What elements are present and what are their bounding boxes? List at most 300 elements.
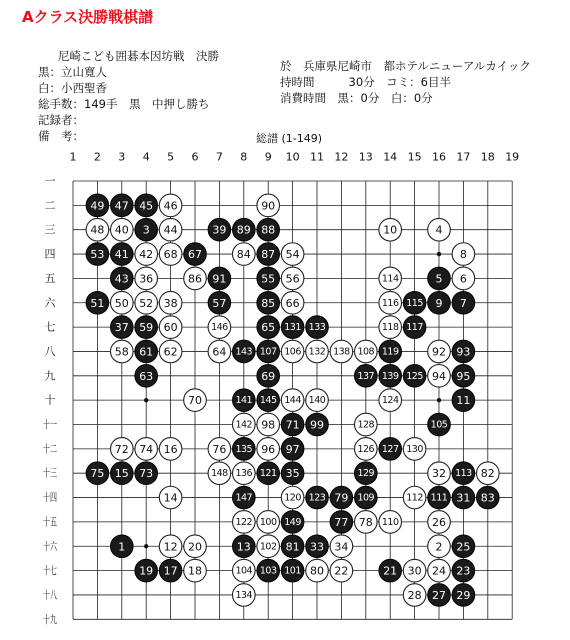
move-number: 82 [480,467,495,481]
row-label: 十九 [43,612,65,626]
move-number: 118 [381,322,399,334]
move-number: 69 [261,369,276,383]
move-number: 126 [357,443,375,455]
black-stone [135,316,158,339]
move-number: 145 [259,395,277,407]
column-label: 9 [264,150,272,164]
move-number: 39 [212,223,227,237]
black-label: 黒： [38,65,61,79]
column-label: 11 [310,150,324,164]
move-number: 117 [406,322,423,334]
move-number: 75 [90,467,105,481]
move-number: 95 [456,369,471,383]
move-number: 133 [308,322,326,334]
white-stone [184,389,207,412]
move-number: 7 [459,296,467,310]
move-number: 3 [142,223,150,237]
black-stone [403,291,426,314]
row-label: 九 [44,369,56,383]
white-stone [208,316,231,339]
star-point [144,398,148,402]
move-number: 25 [456,540,471,554]
board-caption: 総譜 (1-149) [256,132,323,145]
white-stone [379,267,402,290]
move-number: 29 [456,588,471,602]
column-label: 13 [358,150,373,164]
move-number: 119 [381,346,399,358]
move-number: 8 [459,248,467,262]
white-stone [477,462,500,485]
move-number: 47 [114,199,129,213]
move-number: 106 [284,346,301,358]
move-number: 38 [163,296,178,310]
black-stone [452,389,475,412]
move-number: 86 [188,272,202,286]
row-label: 十七 [43,564,65,578]
move-number: 68 [163,248,178,262]
move-number: 147 [235,492,253,504]
move-number: 48 [90,223,105,237]
white-stone [257,511,280,534]
row-label: 十四 [43,491,65,505]
move-number: 42 [139,248,154,262]
black-stone [452,462,475,485]
move-number: 62 [163,345,178,359]
move-number: 54 [285,248,300,262]
row-label: 十一 [43,418,65,431]
column-label: 7 [215,150,223,164]
white-stone [403,559,426,582]
move-number: 89 [236,223,251,237]
move-number: 105 [430,419,448,431]
white-name: 小西聖香 [61,81,107,95]
move-number: 71 [285,418,300,432]
white-stone [403,584,426,607]
move-number: 51 [90,296,105,310]
black-stone [477,486,500,509]
black-stone [111,267,134,290]
row-label: 十八 [43,588,65,602]
black-stone [233,389,256,412]
black-stone [257,340,280,363]
move-number: 141 [235,395,253,407]
white-stone [159,218,182,241]
game-result: 黒 中押し勝ち [128,97,210,111]
white-stone [281,340,304,363]
move-number: 10 [383,223,398,237]
move-number: 34 [334,540,349,554]
move-number: 98 [261,418,276,432]
move-number: 70 [188,394,202,408]
move-number: 76 [212,442,227,456]
black-stone [86,243,109,266]
white-stone [233,559,256,582]
move-number: 53 [90,248,105,262]
white-stone [208,462,231,485]
black-stone [452,559,475,582]
move-number: 15 [114,467,129,481]
black-stone [379,438,402,461]
white-stone [379,291,402,314]
black-stone [135,559,158,582]
move-number: 91 [212,272,227,286]
white-stone [428,462,451,485]
white-stone [257,413,280,436]
move-number: 65 [261,321,276,335]
white-stone [428,535,451,558]
move-number: 81 [285,540,300,554]
move-number: 20 [188,540,202,554]
white-stone [379,316,402,339]
white-label: 白： [38,81,61,95]
black-stone [208,267,231,290]
notes-label: 備 考： [38,129,84,143]
white-stone [135,243,158,266]
black-stone [281,462,304,485]
move-number: 129 [357,468,375,480]
black-stone [208,291,231,314]
white-stone [159,291,182,314]
black-stone [403,365,426,388]
row-label: 十五 [43,515,65,529]
venue-label: 於 [280,59,292,73]
black-stone [281,438,304,461]
white-stone [135,291,158,314]
black-stone [135,194,158,217]
komi-value: 6目半 [420,75,451,89]
page-title: Aクラス決勝戦棋譜 [22,8,154,26]
row-label: 十六 [43,539,65,553]
move-number: 2 [435,540,443,554]
black-stone [281,316,304,339]
white-stone [86,218,109,241]
move-number: 14 [163,491,178,505]
consumed-white: 白：0分 [390,91,433,105]
move-number: 101 [284,565,301,577]
column-label: 19 [505,150,520,164]
time-value: 30分 [348,75,375,89]
move-number: 124 [381,395,399,407]
black-stone [233,438,256,461]
row-labels [43,174,65,626]
black-stone [306,413,329,436]
move-number: 92 [432,345,446,359]
move-number: 73 [139,467,154,481]
move-number: 100 [259,516,277,528]
white-stone [111,340,134,363]
move-number: 21 [383,564,398,578]
black-stone [257,365,280,388]
move-number: 90 [261,199,276,213]
white-stone [111,438,134,461]
black-stone [86,194,109,217]
white-stone [428,218,451,241]
black-stone [452,584,475,607]
white-stone [428,559,451,582]
move-number: 94 [432,369,446,383]
black-stone [233,535,256,558]
move-number: 9 [435,296,443,310]
white-stone [257,194,280,217]
move-number: 88 [261,223,276,237]
white-stone [428,511,451,534]
move-number: 12 [163,540,178,554]
move-number: 134 [235,589,253,601]
white-stone [403,438,426,461]
move-number: 149 [284,516,301,528]
black-stone [281,413,304,436]
move-number: 131 [284,322,301,334]
move-number: 37 [114,321,129,335]
move-number: 58 [114,345,129,359]
move-number: 35 [285,467,300,481]
white-stone [403,486,426,509]
black-stone [379,365,402,388]
white-stone [306,389,329,412]
move-number: 59 [139,321,154,335]
move-number: 140 [308,395,326,407]
move-number: 31 [456,491,471,505]
move-number: 99 [310,418,324,432]
move-number: 137 [357,370,375,382]
star-point [437,398,441,402]
white-stone [159,486,182,509]
move-number: 16 [163,442,178,456]
white-stone [111,291,134,314]
move-number: 44 [163,223,178,237]
white-stone [159,243,182,266]
move-number: 50 [114,296,129,310]
black-stone [257,559,280,582]
white-stone [281,243,304,266]
black-stone [355,486,378,509]
white-stone [135,438,158,461]
move-number: 23 [456,564,471,578]
move-number: 144 [284,395,301,407]
move-number: 127 [381,443,399,455]
move-number: 52 [139,296,154,310]
black-stone [257,389,280,412]
black-stone [159,559,182,582]
column-label: 15 [407,150,422,164]
white-stone [159,194,182,217]
white-stone [233,511,256,534]
black-stone [428,486,451,509]
move-number: 112 [406,492,423,504]
column-label: 3 [118,150,126,164]
white-stone [281,486,304,509]
move-number: 30 [407,564,422,578]
column-label: 4 [142,150,150,164]
black-stone [306,316,329,339]
white-stone [159,535,182,558]
white-stone [233,243,256,266]
move-number: 146 [211,322,228,334]
move-number: 123 [308,492,326,504]
move-number: 56 [285,272,300,286]
move-number: 102 [259,541,277,553]
move-number: 85 [261,296,276,310]
move-number: 122 [235,516,253,528]
move-number: 136 [235,468,253,480]
white-stone [208,438,231,461]
move-number: 57 [212,296,227,310]
move-number: 28 [407,588,422,602]
white-stone [452,243,475,266]
recorder-label: 記録者： [38,113,84,127]
move-number: 104 [235,565,253,577]
black-stone [428,413,451,436]
move-number: 114 [381,273,399,285]
white-stone [281,291,304,314]
consumed-black: 黒：0分 [337,91,380,105]
move-number: 22 [334,564,349,578]
white-stone [330,535,353,558]
move-number: 78 [358,515,373,529]
move-number: 120 [284,492,301,504]
move-number: 130 [406,443,423,455]
white-stone [306,340,329,363]
black-stone [135,340,158,363]
row-label: 七 [44,320,56,334]
row-label: 六 [44,296,56,310]
move-number: 87 [261,248,276,262]
move-number: 139 [381,370,399,382]
move-number: 138 [333,346,350,358]
white-stone [159,316,182,339]
move-number: 64 [212,345,227,359]
move-number: 84 [236,248,251,262]
row-label: 八 [44,344,56,358]
move-number: 43 [114,272,129,286]
move-number: 96 [261,442,276,456]
move-number: 125 [406,370,423,382]
black-stone [452,365,475,388]
black-stone [257,218,280,241]
white-stone [135,267,158,290]
star-point [144,544,148,548]
move-number: 5 [435,272,443,286]
move-number: 18 [188,564,202,578]
move-number: 77 [334,515,349,529]
black-stone [452,291,475,314]
black-stone [257,462,280,485]
black-stone [233,486,256,509]
move-number: 93 [456,345,471,359]
white-stone [111,218,134,241]
move-number: 115 [406,297,423,309]
move-number: 110 [381,516,399,528]
black-stone [428,291,451,314]
white-stone [428,365,451,388]
black-stone [111,243,134,266]
white-stone [257,535,280,558]
star-point [437,252,441,256]
column-label: 8 [240,150,248,164]
row-label: 十二 [43,442,65,456]
move-number: 46 [163,199,178,213]
white-stone [306,559,329,582]
black-stone [86,291,109,314]
move-number: 13 [236,540,251,554]
column-label: 14 [383,150,398,164]
move-number: 107 [259,346,277,358]
move-number: 121 [259,468,277,480]
black-stone [281,559,304,582]
black-stone [330,511,353,534]
white-stone [257,438,280,461]
move-number: 111 [430,492,448,504]
black-stone [379,559,402,582]
white-stone [184,535,207,558]
white-stone [159,438,182,461]
move-number: 132 [308,346,326,358]
column-label: 17 [456,150,471,164]
black-stone [428,584,451,607]
row-label: 十 [44,393,56,407]
white-stone [355,438,378,461]
black-stone [452,486,475,509]
white-stone [330,340,353,363]
white-stone [379,511,402,534]
white-stone [355,340,378,363]
black-stone [281,511,304,534]
row-label: 五 [44,271,56,285]
move-number: 83 [480,491,495,505]
move-number: 17 [163,564,178,578]
white-stone [184,559,207,582]
move-number: 55 [261,272,276,286]
move-number: 6 [459,272,467,286]
white-stone [208,340,231,363]
move-number: 103 [259,565,277,577]
move-number: 109 [357,492,375,504]
white-stone [233,462,256,485]
black-stone [233,340,256,363]
move-number: 80 [310,564,324,578]
consumed-label: 消費時間 [280,91,326,105]
black-stone [306,535,329,558]
black-stone [208,218,231,241]
move-number: 74 [139,442,154,456]
move-number: 135 [235,443,253,455]
black-stone [403,316,426,339]
black-stone [135,462,158,485]
black-stone [233,218,256,241]
white-stone [159,340,182,363]
move-number: 116 [381,297,399,309]
move-number: 49 [90,199,105,213]
column-label: 5 [167,150,175,164]
row-label: 三 [44,223,56,237]
black-stone [111,194,134,217]
white-stone [233,584,256,607]
white-stone [281,389,304,412]
event-name: 尼崎こども囲碁本因坊戦 決勝 [58,49,219,63]
black-stone [330,486,353,509]
row-label: 一 [44,174,56,188]
move-number: 24 [432,564,446,578]
row-label: 二 [44,198,56,212]
time-label: 持時間 [280,75,315,89]
move-number: 4 [435,223,443,237]
black-stone [257,316,280,339]
white-stone [330,559,353,582]
white-stone [379,218,402,241]
move-number: 128 [357,419,375,431]
move-number: 19 [139,564,154,578]
black-stone [111,316,134,339]
